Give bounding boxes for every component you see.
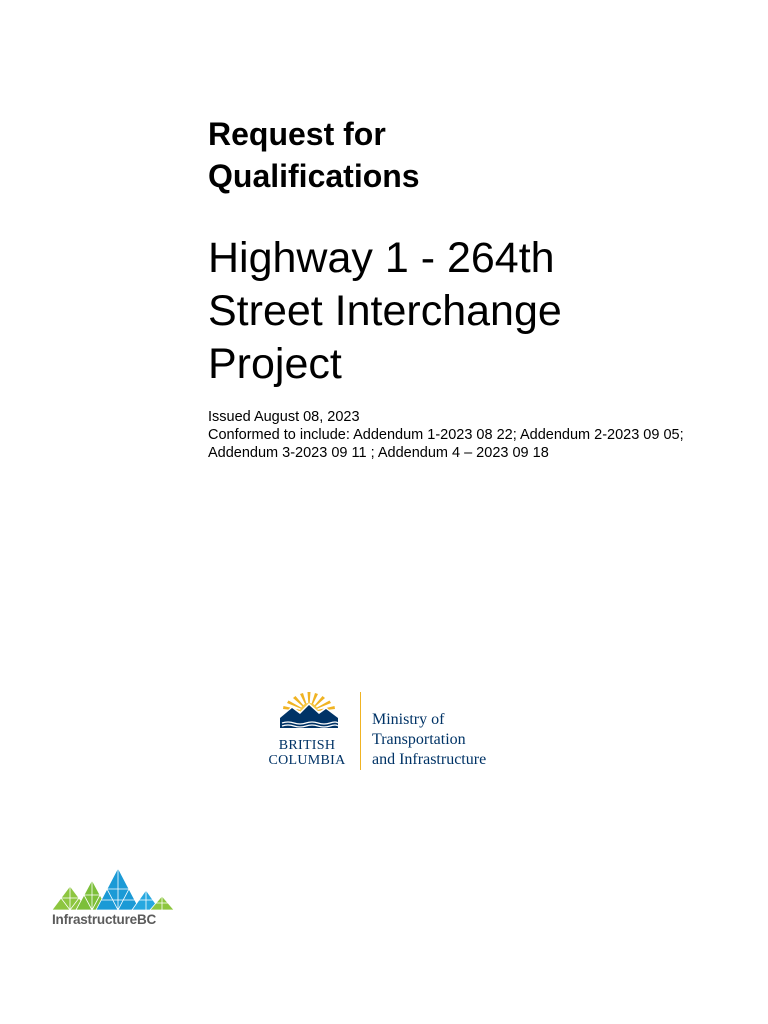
infrastructure-bc-logo [52,866,182,932]
addenda-line: Conformed to include: Addendum 1-2023 08 22; Addendum 2-2023 09 05; [208,427,684,443]
document-type-line: Qualifications [208,158,420,194]
issue-date: Issued August 08, 2023 [208,409,360,425]
ministry-name-line: and Infrastructure [372,751,487,768]
document-type-line: Request for [208,116,386,152]
ministry-name-line: Transportation [372,731,466,748]
province-name-line: COLUMBIA [268,753,346,768]
project-title-line: Street Interchange [208,287,562,335]
addenda-line: Addendum 3-2023 09 11 ; Addendum 4 – 2023 09 18 [208,445,549,461]
bc-sun-mountain-icon [276,690,342,728]
issue-information [208,408,728,462]
infrastructure-bc-wordmark: InfrastructureBC [52,912,157,927]
project-title-line: Highway 1 - 264th [208,234,555,282]
document-type-heading [208,113,568,197]
ministry-name-line: Ministry of [372,711,445,728]
project-title [208,232,648,391]
province-name-line: BRITISH [278,738,336,753]
project-title-line: Project [208,340,342,388]
logo-divider [360,692,361,770]
ministry-name [372,710,512,770]
mountain-triangles-icon [52,866,176,912]
bc-ministry-logo [262,688,512,774]
